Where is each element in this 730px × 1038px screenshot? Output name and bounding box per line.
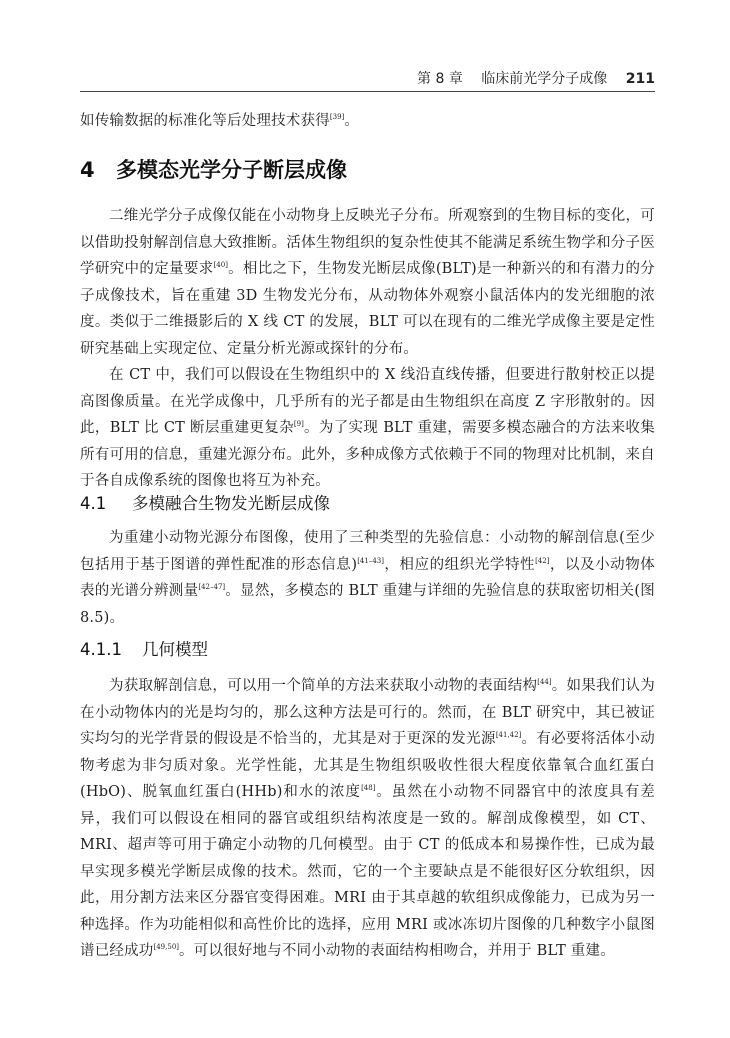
citation: [39] <box>329 113 345 121</box>
section-title: 几何模型 <box>142 640 208 659</box>
section-heading-4-1-1 <box>80 636 208 660</box>
section4-1-body <box>80 525 655 631</box>
page-number: 211 <box>625 71 655 87</box>
citation: [42] <box>535 556 550 565</box>
section4-1-1-body <box>80 673 655 965</box>
paragraph: 在 CT 中，我们可以假设在生物组织中的 X 线沿直线传播，但要进行散射校正以提高图像质量。在光学成像中，几乎所有的光子都是由生物组织在高度 Z 字形散射的。因此，BLT 比 CT 断层重建更复杂[9]。为了实现 BLT 重建，需要多模态融合的方法来收集所有可用的信息，重建光源分布。此外，多种成像方式依赖于不同的物理对比机制，来自于各自成像系统的图像也将互为补充。 <box>80 367 655 489</box>
citation: [41–43] <box>357 556 384 565</box>
section-heading-4 <box>80 154 347 184</box>
section-title: 多模态光学分子断层成像 <box>116 158 347 182</box>
section-number: 4.1.1 <box>80 640 122 659</box>
running-header <box>80 64 655 90</box>
header-rule <box>80 91 655 92</box>
intro-fragment <box>80 108 655 135</box>
paragraph: 如传输数据的标准化等后处理技术获得[39]。 <box>80 113 359 129</box>
citation: [42–47] <box>198 583 226 591</box>
paragraph: 为获取解剖信息，可以用一个简单的方法来获取小动物的表面结构[44]。如果我们认为在小动物体内的光是均匀的，那么这种方法是可行的。然而，在 BLT 研究中，其已被证实均匀的光学背景的假设是不恰当的，尤其是对于更深的发光源[41,42]。有必要将活体小动物考虑为非匀质对象。光学性能，尤其是生物组织吸收性很大程度依靠氧合血红蛋白(HbO)、脱氧血红蛋白(HHb)和水的浓度[48]。虽然在小动物不同器官中的浓度具有差异，我们可以假设在相同的器官或组织结构浓度是一致的。解剖成像模型，如 CT、MRI、超声等可用于确定小动物的几何模型。由于 CT 的低成本和易操作性，已成为最早实现多模光学断层成像的技术。然而，它的一个主要缺点是不能很好区分软组织，因此，用分割方法来区分器官变得困难。MRI 由于其卓越的软组织成像能力，已成为另一种选择。作为功能相似和高性价比的选择，应用 MRI 或冰冻切片图像的几种数字小鼠图谱已经成功[49,50]。可以很好地与不同小动物的表面结构相吻合，并用于 BLT 重建。 <box>80 678 655 959</box>
citation: [49,50] <box>153 943 180 951</box>
paragraph: 为重建小动物光源分布图像，使用了三种类型的先验信息：小动物的解剖信息(至少包括用于基于图谱的弹性配准的形态信息)[41–43]，相应的组织光学特性[42]，以及小动物体表的光谱分辨测量[42–47]。显然，多模态的 BLT 重建与详细的先验信息的获取密切相关(图 8.5)。 <box>80 530 656 626</box>
section-title: 多模融合生物发光断层成像 <box>132 494 330 513</box>
section4-body <box>80 203 655 495</box>
citation: [9] <box>293 420 304 428</box>
citation: [41,42] <box>495 731 522 739</box>
header-chapter-title: 临床前光学分子成像 <box>481 71 608 87</box>
citation: [48] <box>361 784 376 792</box>
citation: [40] <box>213 261 228 269</box>
header-chapter: 第 8 章 <box>417 71 463 87</box>
section-number: 4 <box>80 158 95 182</box>
section-heading-4-1 <box>80 490 330 514</box>
citation: [44] <box>537 678 552 686</box>
section-number: 4.1 <box>80 494 107 513</box>
paragraph: 二维光学分子成像仅能在小动物身上反映光子分布。所观察到的生物目标的变化，可以借助投射解剖信息大致推断。活体生物组织的复杂性使其不能满足系统生物学和分子医学研究中的定量要求[40]。相比之下，生物发光断层成像(BLT)是一种新兴的和有潜力的分子成像技术，旨在重建 3D 生物发光分布，从动物体外观察小鼠活体内的发光细胞的浓度。类似于二维摄影后的 X 线 CT 的发展，BLT 可以在现有的二维光学成像主要是定性研究基础上实现定位、定量分析光源或探针的分布。 <box>80 208 655 357</box>
